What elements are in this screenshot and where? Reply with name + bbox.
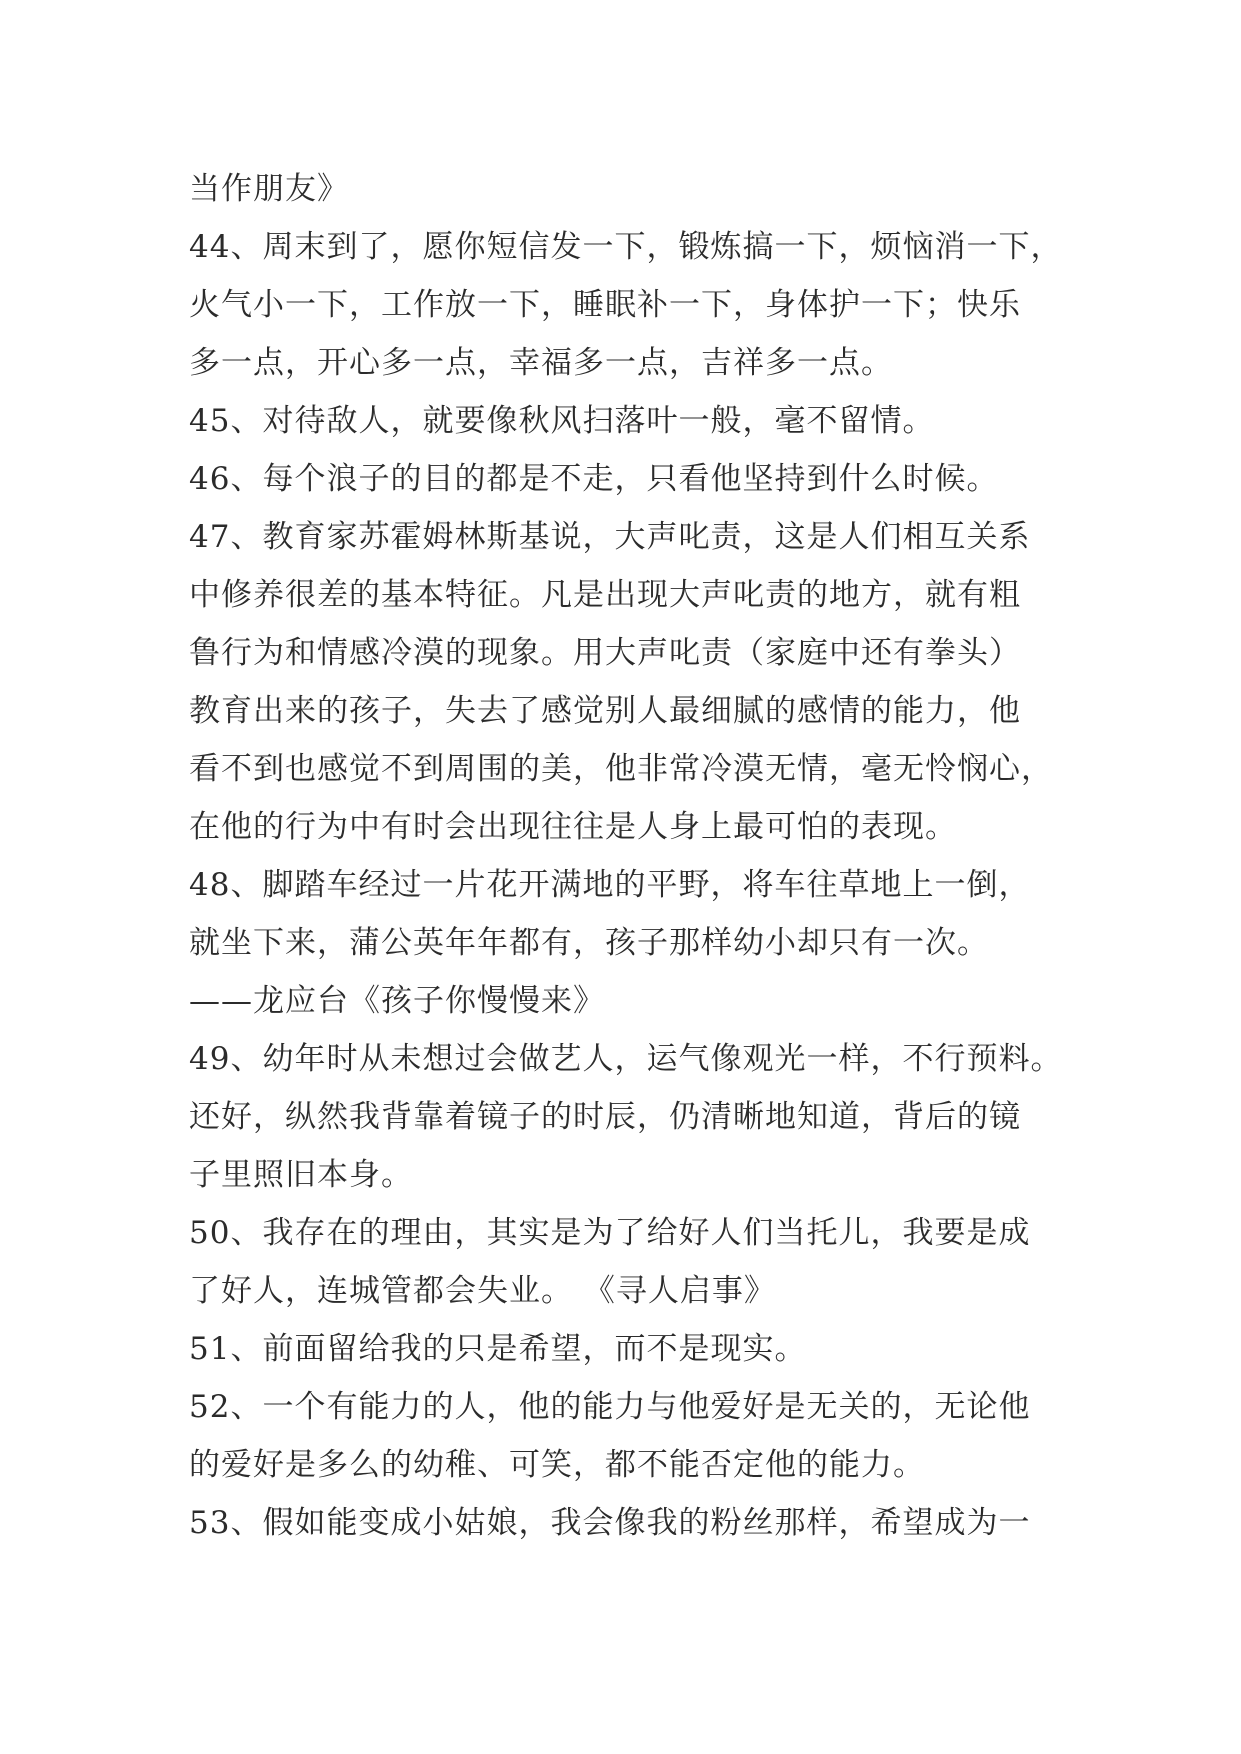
text-line: 多一点，开心多一点，幸福多一点，吉祥多一点。 (189, 345, 893, 381)
text-line: 的爱好是多么的幼稚、可笑，都不能否定他的能力。 (189, 1447, 925, 1483)
text-line: 49、幼年时从未想过会做艺人，运气像观光一样，不行预料。 (189, 1041, 1063, 1077)
text-line: 44、周末到了，愿你短信发一下，锻炼搞一下，烦恼消一下， (189, 229, 1063, 265)
text-line: 就坐下来，蒲公英年年都有，孩子那样幼小却只有一次。 (189, 925, 989, 961)
text-line: 52、一个有能力的人，他的能力与他爱好是无关的，无论他 (189, 1389, 1031, 1425)
text-line: 53、假如能变成小姑娘，我会像我的粉丝那样，希望成为一 (189, 1505, 1031, 1541)
text-line: 当作朋友》 (189, 171, 349, 207)
text-line: 还好，纵然我背靠着镜子的时辰，仍清晰地知道，背后的镜 (189, 1099, 1021, 1135)
text-line: 46、每个浪子的目的都是不走，只看他坚持到什么时候。 (189, 461, 999, 497)
text-line: ——龙应台《孩子你慢慢来》 (189, 983, 605, 1019)
body-text (189, 160, 1063, 1552)
text-line: 45、对待敌人，就要像秋风扫落叶一般，毫不留情。 (189, 403, 935, 439)
text-line: 51、前面留给我的只是希望，而不是现实。 (189, 1331, 807, 1367)
text-line: 48、脚踏车经过一片花开满地的平野，将车往草地上一倒， (189, 867, 1031, 903)
text-line: 看不到也感觉不到周围的美，他非常冷漠无情，毫无怜悯心， (189, 751, 1053, 787)
text-line: 了好人，连城管都会失业。 《寻人启事》 (189, 1273, 776, 1309)
text-line: 教育出来的孩子，失去了感觉别人最细腻的感情的能力，他 (189, 693, 1021, 729)
text-line: 50、我存在的理由，其实是为了给好人们当托儿，我要是成 (189, 1215, 1031, 1251)
text-line: 中修养很差的基本特征。凡是出现大声叱责的地方，就有粗 (189, 577, 1021, 613)
text-line: 在他的行为中有时会出现往往是人身上最可怕的表现。 (189, 809, 957, 845)
text-line: 47、教育家苏霍姆林斯基说，大声叱责，这是人们相互关系 (189, 519, 1031, 555)
text-line: 火气小一下，工作放一下，睡眠补一下，身体护一下；快乐 (189, 287, 1021, 323)
text-line: 鲁行为和情感冷漠的现象。用大声叱责（家庭中还有拳头） (189, 635, 1021, 671)
text-line: 子里照旧本身。 (189, 1157, 413, 1193)
